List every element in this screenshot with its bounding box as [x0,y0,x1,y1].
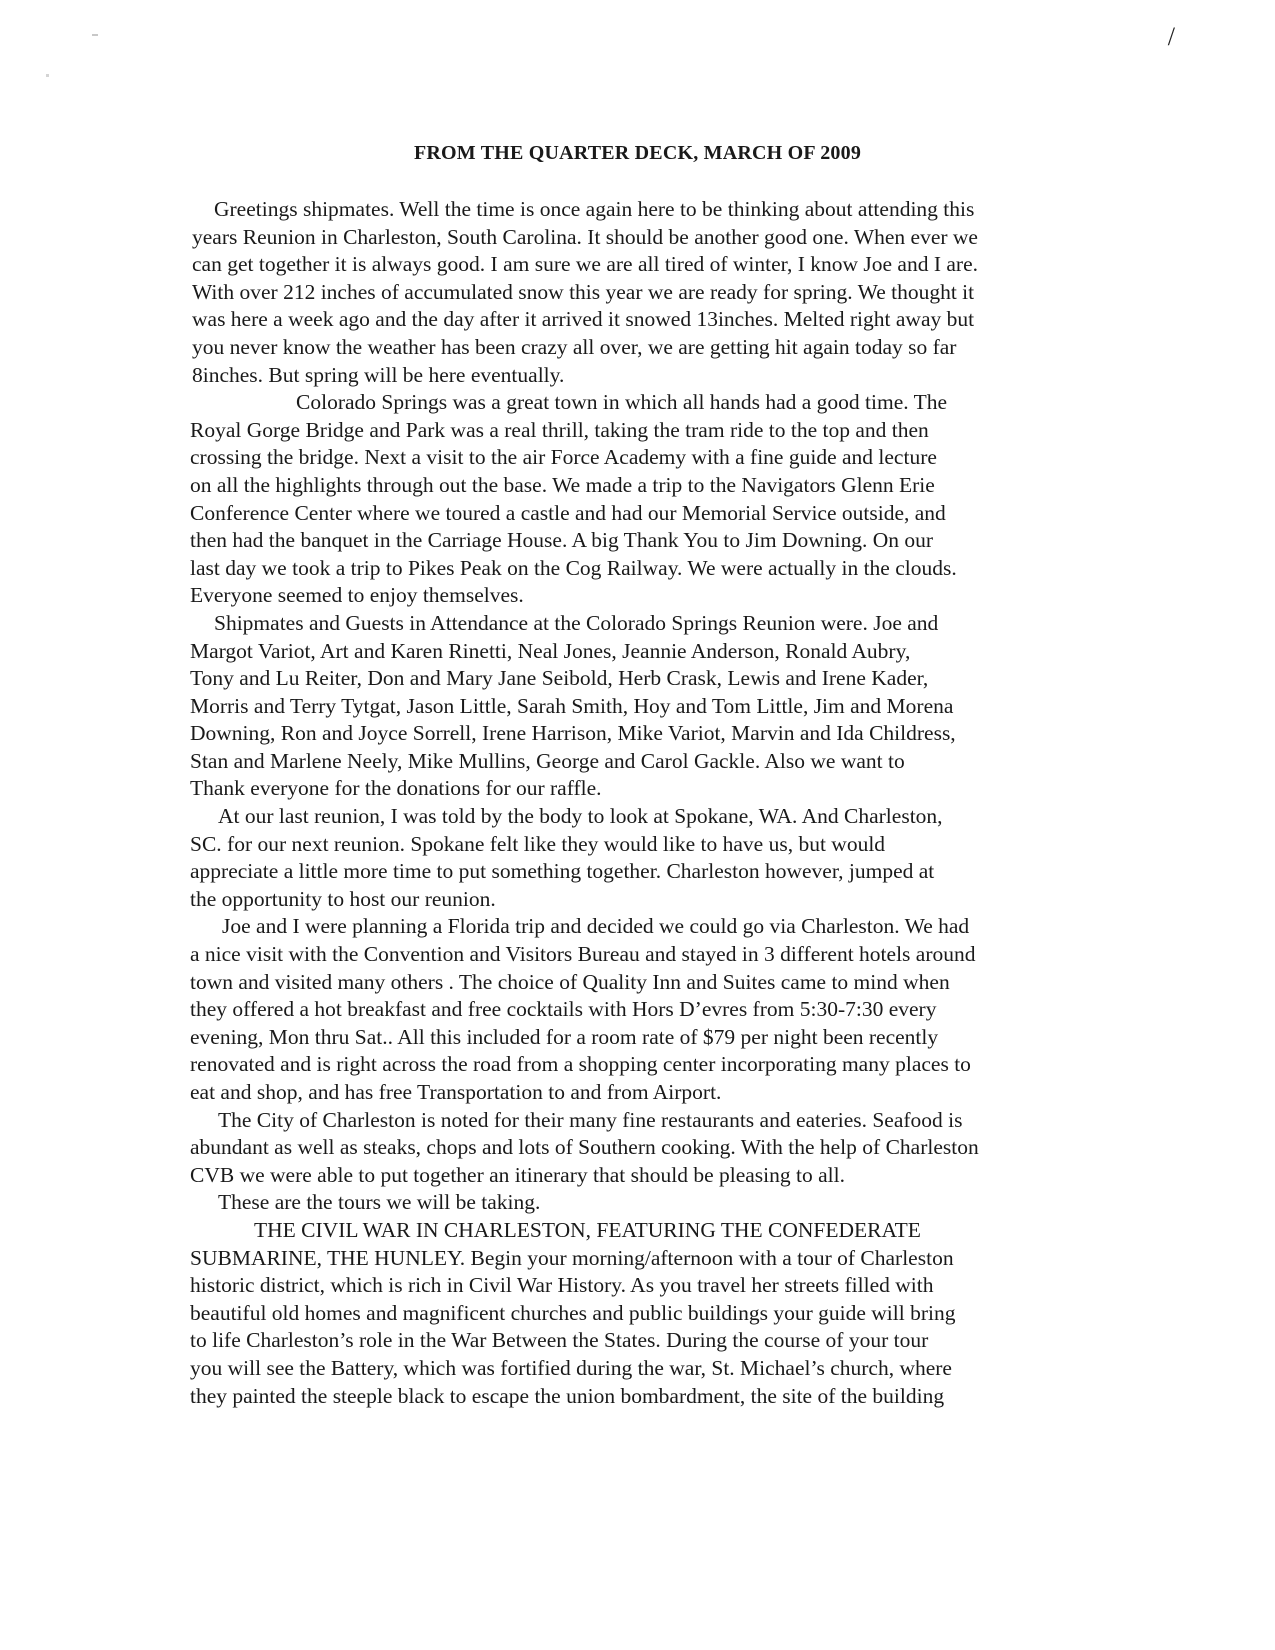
text-line: then had the banquet in the Carriage House. A big Thank You to Jim Downing. On our [190,528,934,553]
text-line: years Reunion in Charleston, South Carolina. It should be another good one. When ever we [192,224,978,249]
text-line: appreciate a little more time to put something together. Charleston however, jumped at [190,859,935,884]
text-line: THE CIVIL WAR IN CHARLESTON, FEATURING THE CONFEDERATE [254,1217,921,1242]
text-line: historic district, which is rich in Civil War History. As you travel her streets filled with [190,1273,934,1298]
text-line: Shipmates and Guests in Attendance at the Colorado Springs Reunion were. Joe and [214,610,939,635]
text-line: Stan and Marlene Neely, Mike Mullins, George and Carol Gackle. Also we want to [190,748,905,773]
text-line: renovated and is right across the road from a shopping center incorporating many places to [190,1052,971,1077]
page-corner-mark: / [1167,22,1175,51]
text-line: they offered a hot breakfast and free cocktails with Hors D’evres from 5:30-7:30 every [190,997,937,1022]
text-line: Colorado Springs was a great town in which all hands had a good time. The [296,390,948,415]
text-line: the opportunity to host our reunion. [190,886,496,911]
text-line: a nice visit with the Convention and Visitors Bureau and stayed in 3 different hotels around [190,942,976,967]
text-line: crossing the bridge. Next a visit to the air Force Academy with a fine guide and lecture [190,445,937,470]
text-line: 8inches. But spring will be here eventually. [192,362,565,387]
text-line: Morris and Terry Tytgat, Jason Little, Sarah Smith, Hoy and Tom Little, Jim and Morena [190,693,954,718]
text-line: abundant as well as steaks, chops and lots of Southern cooking. With the help of Charleston [190,1135,979,1160]
text-line: Downing, Ron and Joyce Sorrell, Irene Harrison, Mike Variot, Marvin and Ida Childress, [190,721,956,746]
text-line: These are the tours we will be taking. [218,1190,541,1215]
text-line: SC. for our next reunion. Spokane felt like they would like to have us, but would [190,831,886,856]
text-line: Joe and I were planning a Florida trip and decided we could go via Charleston. We had [222,914,970,939]
page-title: FROM THE QUARTER DECK, MARCH OF 2009 [413,142,862,164]
text-line: Thank everyone for the donations for our raffle. [190,776,602,801]
text-line: CVB we were able to put together an itinerary that should be pleasing to all. [190,1162,845,1187]
text-line: town and visited many others . The choice of Quality Inn and Suites came to mind when [190,969,950,994]
text-line: Greetings shipmates. Well the time is once again here to be thinking about attending this [214,197,975,221]
text-line: can get together it is always good. I am sure we are all tired of winter, I know Joe and I are. [192,252,978,277]
text-line: evening, Mon thru Sat.. All this included for a room rate of $79 per night been recently [190,1024,939,1049]
text-line: With over 212 inches of accumulated snow this year we are ready for spring. We thought it [192,279,975,304]
text-line: The City of Charleston is noted for their many fine restaurants and eateries. Seafood is [218,1107,963,1132]
text-line: beautiful old homes and magnificent churches and public buildings your guide will bring [190,1300,956,1325]
text-line: Royal Gorge Bridge and Park was a real thrill, taking the tram ride to the top and then [190,417,929,442]
text-line: you will see the Battery, which was fortified during the war, St. Michael’s church, where [190,1355,952,1380]
text-line: SUBMARINE, THE HUNLEY. Begin your morning/afternoon with a tour of Charleston [190,1245,954,1270]
text-line: Tony and Lu Reiter, Don and Mary Jane Seibold, Herb Crask, Lewis and Irene Kader, [190,666,929,691]
text-line: Everyone seemed to enjoy themselves. [190,583,524,608]
document-body [190,196,1110,1410]
text-line: eat and shop, and has free Transportation to and from Airport. [190,1080,722,1104]
text-line: last day we took a trip to Pikes Peak on the Cog Railway. We were actually in the clouds. [190,555,957,580]
text-line: Margot Variot, Art and Karen Rinetti, Neal Jones, Jeannie Anderson, Ronald Aubry, [190,638,911,663]
text-line: on all the highlights through out the base. We made a trip to the Navigators Glenn Erie [190,472,935,497]
text-line: was here a week ago and the day after it arrived it snowed 13inches. Melted right away but [192,307,975,332]
scan-speck [46,74,49,77]
text-line: Conference Center where we toured a castle and had our Memorial Service outside, and [190,500,946,525]
text-line: to life Charleston’s role in the War Between the States. During the course of your tour [190,1328,929,1353]
scan-speck [92,34,98,36]
text-line: you never know the weather has been crazy all over, we are getting hit again today so far [192,334,957,359]
text-line: At our last reunion, I was told by the body to look at Spokane, WA. And Charleston, [218,804,943,829]
text-line: they painted the steeple black to escape the union bombardment, the site of the building [190,1383,945,1408]
